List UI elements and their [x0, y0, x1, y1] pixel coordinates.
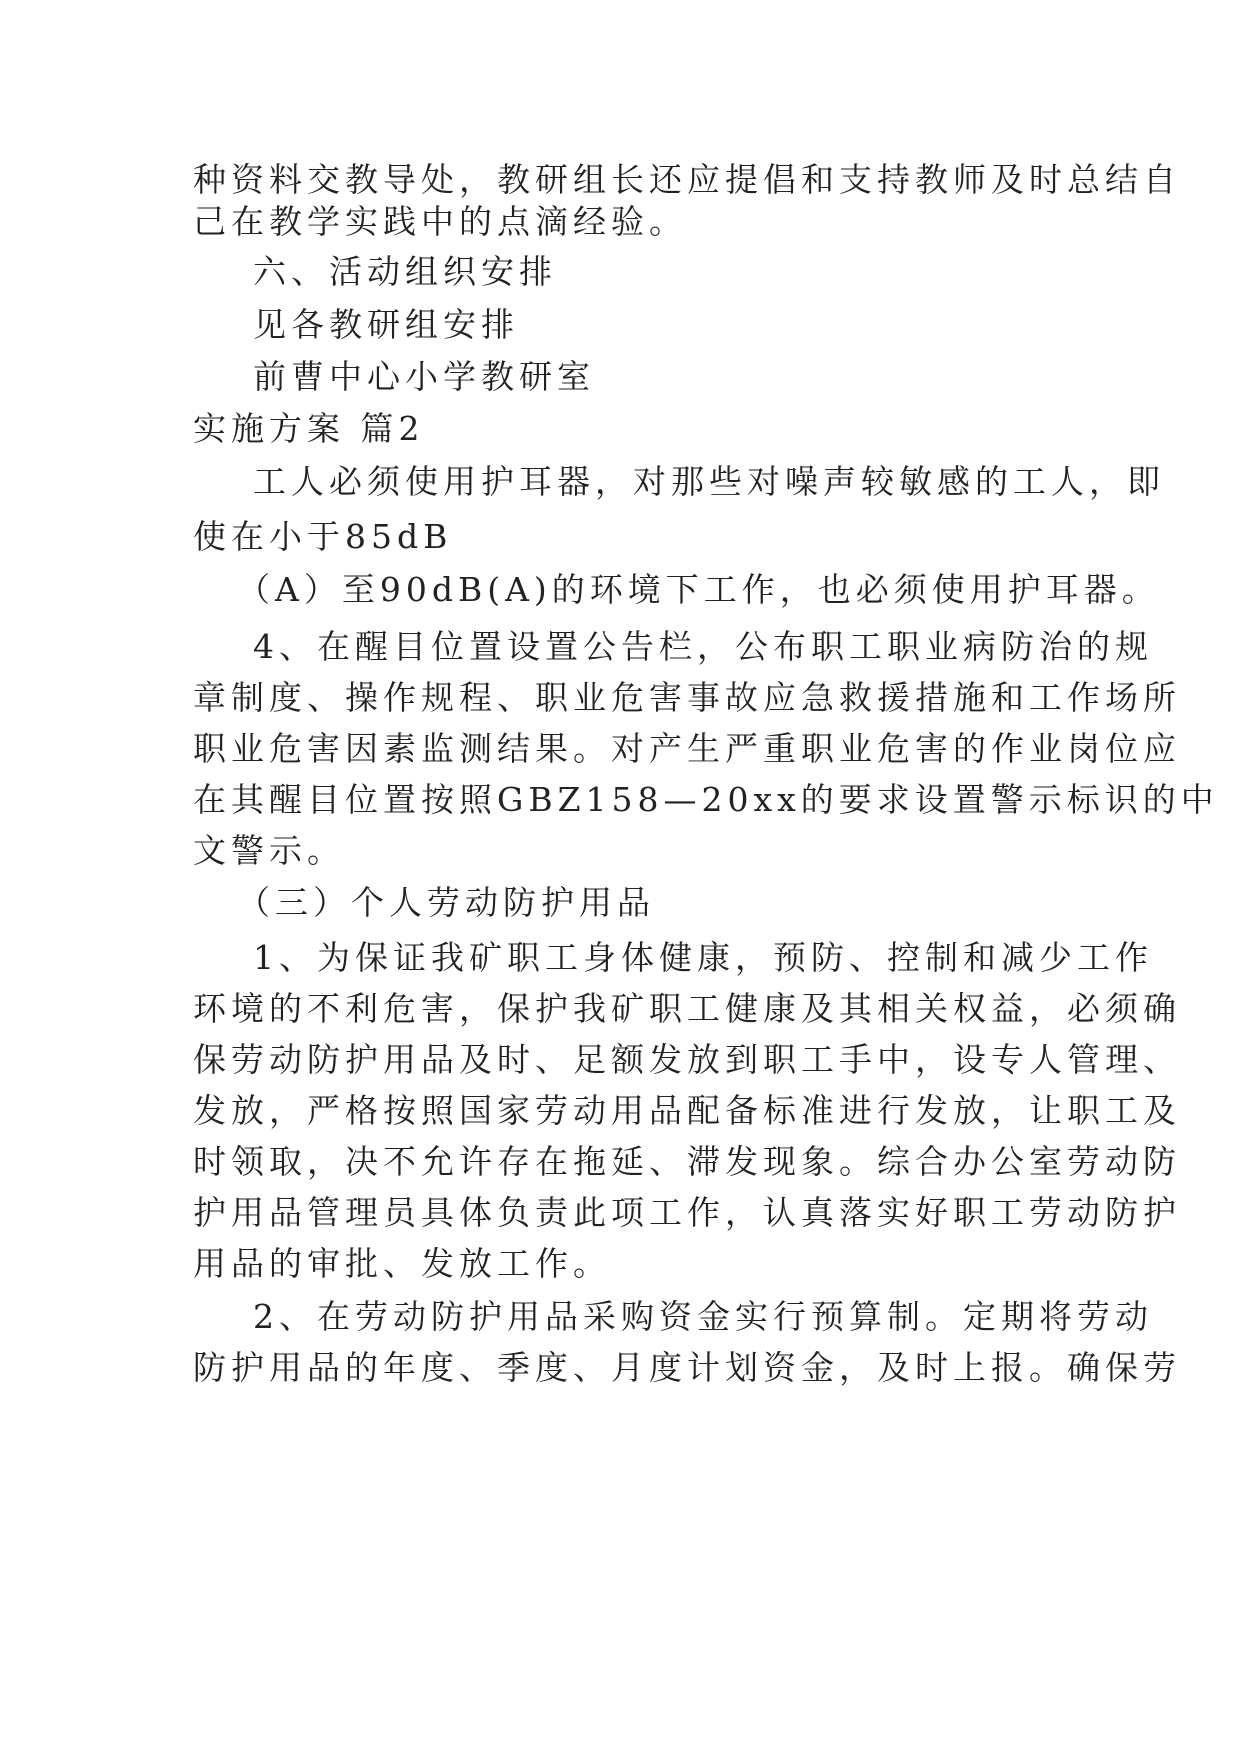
paragraph-line: 2、在劳动防护用品采购资金实行预算制。定期将劳动	[253, 1297, 1153, 1336]
paragraph-line: 用品的审批、发放工作。	[193, 1244, 611, 1283]
paragraph-line: 防护用品的年度、季度、月度计划资金，及时上报。确保劳	[193, 1348, 1181, 1387]
paragraph-line: 使在小于85dB	[193, 517, 453, 556]
paragraph-line: 在其醒目位置按照GBZ158—20xx的要求设置警示标识的中	[193, 780, 1219, 819]
paragraph-line: 1、为保证我矿职工身体健康，预防、控制和减少工作	[253, 938, 1153, 977]
article-title: 实施方案 篇2	[193, 409, 425, 448]
section-heading: （三）个人劳动防护用品	[237, 883, 655, 922]
paragraph-line: 保劳动防护用品及时、足额发放到职工手中，设专人管理、	[193, 1040, 1181, 1079]
paragraph-line: 时领取，决不允许存在拖延、滞发现象。综合办公室劳动防	[193, 1142, 1181, 1181]
paragraph-line: 护用品管理员具体负责此项工作，认真落实好职工劳动防护	[193, 1193, 1181, 1232]
paragraph-line: 工人必须使用护耳器，对那些对噪声较敏感的工人，即	[253, 462, 1165, 501]
paragraph-line: 文警示。	[193, 831, 345, 870]
paragraph-line: 见各教研组安排	[253, 305, 519, 344]
signature-line: 前曹中心小学教研室	[253, 357, 595, 396]
paragraph-line: 环境的不利危害，保护我矿职工健康及其相关权益，必须确	[193, 989, 1181, 1028]
paragraph-line: 4、在醒目位置设置公告栏，公布职工职业病防治的规	[253, 627, 1153, 666]
paragraph-line: 职业危害因素监测结果。对产生严重职业危害的作业岗位应	[193, 729, 1181, 768]
paragraph-line: 章制度、操作规程、职业危害事故应急救援措施和工作场所	[193, 678, 1181, 717]
paragraph-line: 发放，严格按照国家劳动用品配备标准进行发放，让职工及	[193, 1091, 1181, 1130]
paragraph-line: 己在教学实践中的点滴经验。	[193, 202, 687, 241]
section-heading: 六、活动组织安排	[253, 252, 557, 291]
paragraph-line: 种资料交教导处，教研组长还应提倡和支持教师及时总结自	[193, 160, 1181, 199]
paragraph-line: （A）至90dB(A)的环境下工作，也必须使用护耳器。	[237, 570, 1160, 609]
